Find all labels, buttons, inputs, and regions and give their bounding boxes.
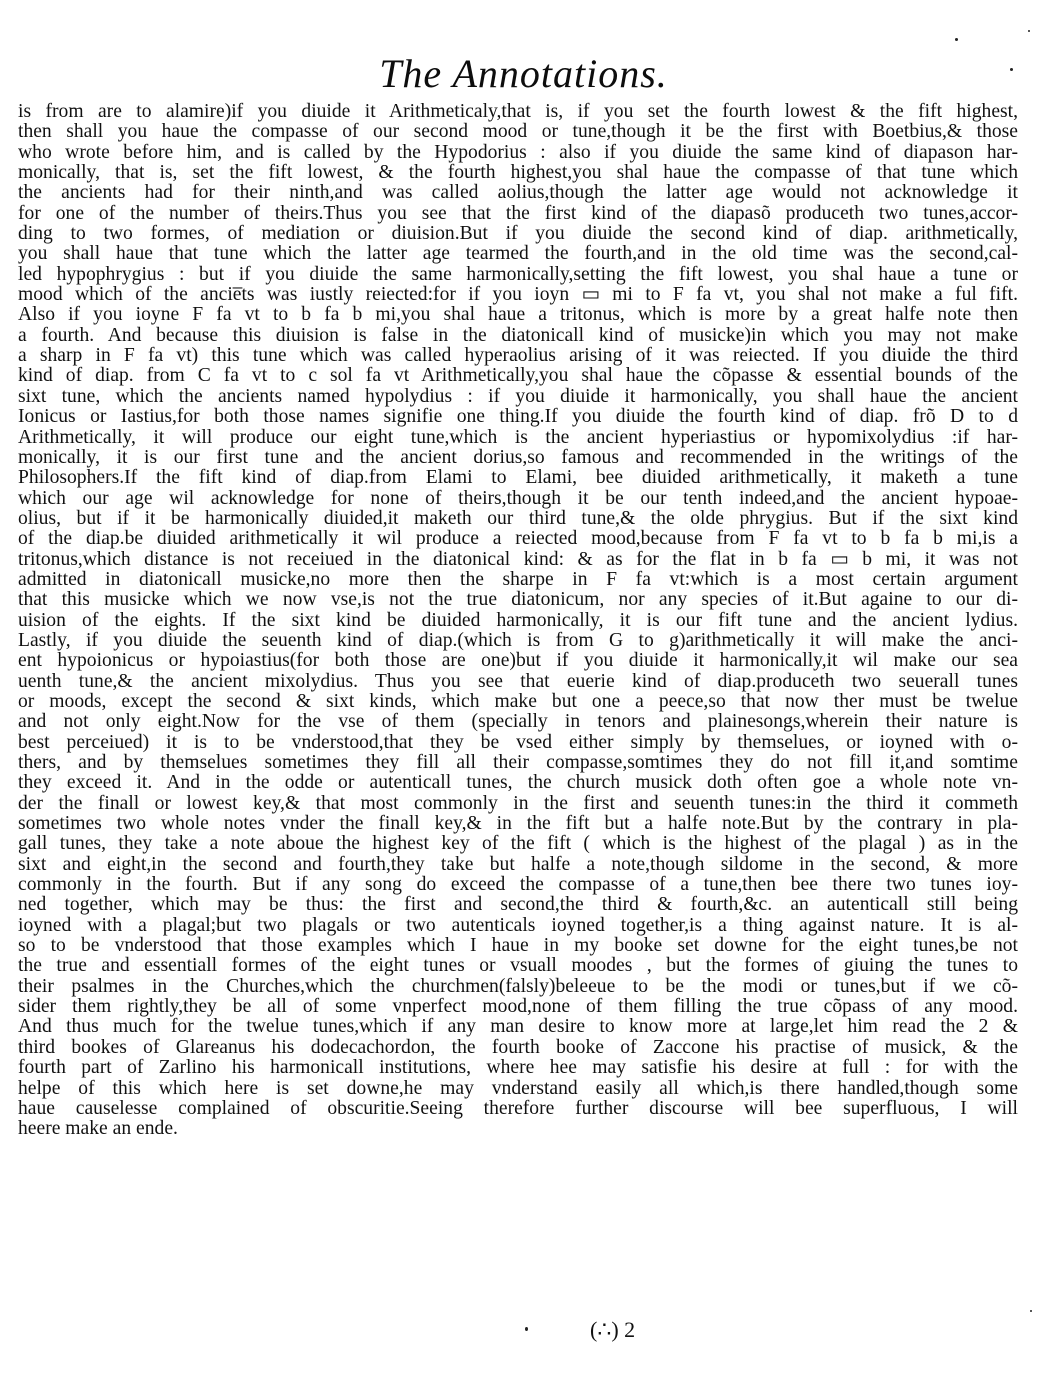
- ink-speck: [1010, 68, 1013, 71]
- text-line: Arithmetically, it will produce our eight tune,which is the ancient hyperiastius or hypomixolydius :if har-: [18, 426, 1018, 448]
- text-line: best perceiued) it is to be vnderstood,that they be vsed either simply by themselues, or ioyned with o-: [18, 731, 1018, 753]
- text-line: monically, that is, set the fift lowest, & the fourth highest,you shal haue the compasse of that tune which: [18, 162, 1018, 184]
- text-line: commonly in the fourth. But if any song do exceed the compasse of a tune,then bee there two tunes ioy-: [18, 874, 1018, 896]
- text-line: ding to two formes, of mediation or diuision.But if you diuide the second kind of diap. arithmetically,: [18, 223, 1018, 245]
- text-line: ioyned with a plagal;but two plagals or two autenticals ioyned together,is a thing against nature. It is al-: [18, 914, 1018, 936]
- text-line: sixt and eight,in the second and fourth,they take but halfe a note,though sildome in the second, & more: [18, 853, 1018, 875]
- text-line: for one of the number of theirs.Thus you see that the first kind of the diapasõ produceth two tunes,accor-: [18, 202, 1018, 224]
- text-line: they exceed it. And in the odde or autenticall tunes, the church musick doth often goe a whole note vn-: [18, 772, 1018, 794]
- text-line: helpe of this which here is set downe,he may vnderstand easily all which,is there handled,though some: [18, 1077, 1018, 1099]
- text-line: heere make an ende.: [18, 1118, 178, 1140]
- text-line: who wrote before him, and is called by the Hypodorius : also if you diuide the same kind of diapason har-: [18, 141, 1018, 163]
- signature-mark: (∴) 2: [590, 1317, 636, 1342]
- text-line: haue causelesse complained of obscuritie.Seeing therefore further discourse will bee superfluous, I will: [18, 1097, 1018, 1119]
- text-line: which our age wil acknowledge for none of theirs,though it be our tenth indeed,and the ancient hypoae-: [18, 487, 1018, 509]
- text-line: the ancients had for their ninth,and was called aolius,though the latter age would not acknowledge it: [18, 182, 1018, 204]
- text-line: Ionicus or Iastius,for both those names signifie one thing.If you diuide the fourth kind of diap. frõ D to d: [18, 406, 1018, 428]
- text-line: uision of the eights. If the sixt kind be diuided harmonically, it is our fift tune and the ancient lydius.: [18, 609, 1018, 631]
- text-line: Philosophers.If the fift kind of diap.from Elami to Elami, bee diuided arithmetically, it maketh a tune: [18, 467, 1018, 489]
- text-line: thers, and by themselues sometimes they fill all their compasse,somtimes they do not fill it,and somtime: [18, 752, 1018, 773]
- text-line: you shall haue that tune which the latter age tearmed the fourth,and in the old time was the second,cal-: [18, 243, 1018, 265]
- text-line: and not only eight.Now for the vse of them (specially in tenors and plainesongs,wherein their nature is: [18, 711, 1018, 733]
- text-line: fourth part of Zarlino his harmonicall institutions, where hee may satisfie his desire at full : for with the: [18, 1057, 1018, 1079]
- text-line: the true and essentiall formes of the eight tunes or vsuall moodes , but the formes of giuing the tunes to: [18, 955, 1018, 977]
- text-line: ned together, which may be thus: the first and second,the third & fourth,&c. an autenticall still being: [18, 894, 1018, 916]
- ink-speck: [525, 1327, 528, 1331]
- text-line: uenth tune,& the ancient mixolydius. Thus you see that euerie kind of diap.produceth two seuerall tunes: [18, 670, 1018, 692]
- text-line: a fourth. And because this diuision is false in the diatonicall kind of musicke)in which you may not make: [18, 324, 1018, 346]
- ink-speck: [1030, 1310, 1032, 1312]
- text-line: mood which of the ancie̅ts was iustly reiected:for if you ioyn ▭ mi to F fa vt, you shal not make a ful fift.: [18, 284, 1018, 306]
- text-line: led hypophrygius : but if you diuide the same harmonically,setting the fift lowest, you shal haue a tune or: [18, 263, 1018, 285]
- text-line: then shall you haue the compasse of our second mood or tune,though it be the first with Boetbius,& those: [18, 121, 1018, 143]
- text-line: ent hypoionicus or hypoiastius(for both those are one)but if you diuide it harmonically,it wil make our sea: [18, 650, 1018, 672]
- text-line: or moods, except the second & sixt kinds, which make but one a peece,so that now ther must be twelue: [18, 690, 1018, 712]
- text-line: third bookes of Glareanus his dodecachordon, the fourth booke of Zaccone his practise of musick, & the: [18, 1036, 1018, 1058]
- body-text: [18, 102, 1018, 1140]
- text-line: sider them rightly,they be all of some vnperfect mood,none of them filling the true cõpass of any mood.: [18, 996, 1018, 1018]
- page-title: The Annotations.: [379, 51, 668, 96]
- text-line: der the finall or lowest key,& that most commonly in the first and seuenth tunes:in the third it commeth: [18, 792, 1018, 814]
- text-line: kind of diap. from C fa vt to c sol fa vt Arithmetically,you shal haue the cõpasse & essential bounds of the: [18, 365, 1018, 387]
- text-line: olius, but if it be harmonically diuided,it maketh our third tune,& the olde phrygius. But if the sixt kind: [18, 507, 1018, 529]
- text-line: monically, it is our first tune and the ancient dorius,so famous and recommended in the writings of the: [18, 446, 1018, 468]
- ink-speck: [955, 38, 958, 41]
- text-line: Also if you ioyne F fa vt to b fa b mi,you shal haue a tritonus, which is more by a great halfe note then: [18, 304, 1018, 326]
- text-line: sometimes two whole notes vnder the finall key,& in the fift but a halfe note.But by the contrary in pla-: [18, 813, 1018, 835]
- text-line: their psalmes in the Churches,which the churchmen(falsly)beleeue to be the modi or tunes,but if we cõ-: [18, 975, 1018, 997]
- text-line: a sharp in F fa vt) this tune which was called hyperaolius arising of it was reiected. If you diuide the third: [18, 345, 1018, 367]
- text-line: Lastly, if you diuide the seuenth kind of diap.(which is from G to g)arithmetically it will make the anci-: [18, 629, 1018, 651]
- text-line: admitted in diatonicall musicke,no more then the sharpe in F fa vt:which is a most certain argument: [18, 568, 1018, 590]
- text-line: that this musicke which we now vse,is not the true diatonicum, nor any species of it.But againe to our di-: [18, 589, 1018, 611]
- text-line: so to be vnderstood that those examples which I haue in my booke set downe for the eight tunes,be not: [18, 935, 1018, 957]
- text-line: gall tunes, they take a note aboue the highest key of the fift ( which is the highest of the plagal ) as in the: [18, 833, 1018, 855]
- text-line: is from are to alamire)if you diuide it Arithmeticaly,that is, if you set the fourth lowest & the fift highest,: [18, 101, 1018, 122]
- text-line: of the diap.be diuided arithmetically it wil produce a reiected mood,because from F fa vt to b fa b mi,is a: [18, 528, 1018, 550]
- ink-speck: [1028, 30, 1030, 32]
- text-line: tritonus,which distance is not receiued in the diatonical kind: & as for the flat in b fa ▭ b mi, it was not: [18, 548, 1018, 570]
- text-line: And thus much for the twelue tunes,which if any man desire to know more at large,let him read the 2 &: [18, 1016, 1018, 1038]
- text-line: sixt tune, which the ancients named hypolydius : if you diuide it harmonically, you shall haue the ancient: [18, 385, 1018, 407]
